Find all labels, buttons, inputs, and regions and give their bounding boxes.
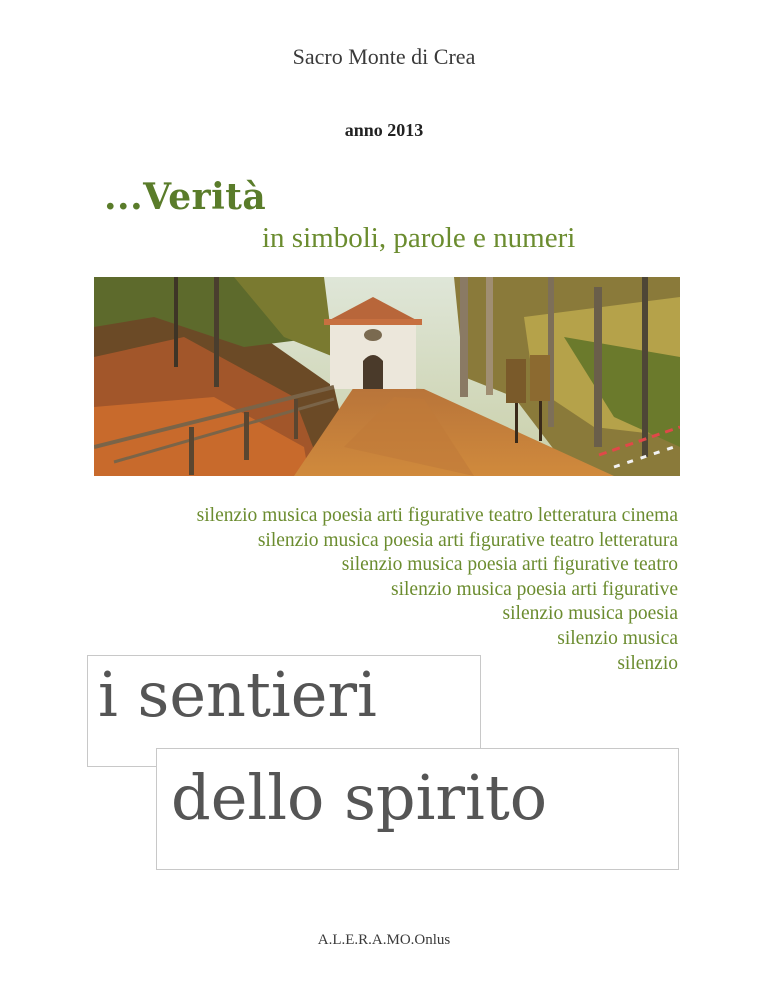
word-line: silenzio musica poesia arti figurative [391, 578, 678, 600]
main-title-line-1: i sentieri [98, 658, 377, 731]
word-line: silenzio musica poesia arti figurative teatro [341, 554, 678, 576]
word-line: silenzio musica poesia arti figurative teatro letteratura [257, 529, 678, 551]
word-line: silenzio musica poesia [502, 603, 678, 625]
word-line: silenzio musica poesia arti figurative teatro letteratura cinema [196, 505, 678, 526]
year-label: anno 2013 [344, 120, 424, 140]
theme-subheading: in simboli, parole e numeri [262, 222, 576, 254]
cover-photo [94, 277, 680, 476]
main-title-line-2: dello spirito [171, 761, 548, 834]
word-line: silenzio [617, 652, 678, 674]
page-header-title: Sacro Monte di Crea [292, 44, 476, 69]
theme-heading: ...Verità [104, 176, 267, 218]
publisher-name: A.L.E.R.A.MO.Onlus [317, 932, 451, 948]
main-title-box-2 [156, 748, 679, 870]
arts-word-list [38, 504, 678, 676]
word-line: silenzio musica [557, 627, 678, 649]
